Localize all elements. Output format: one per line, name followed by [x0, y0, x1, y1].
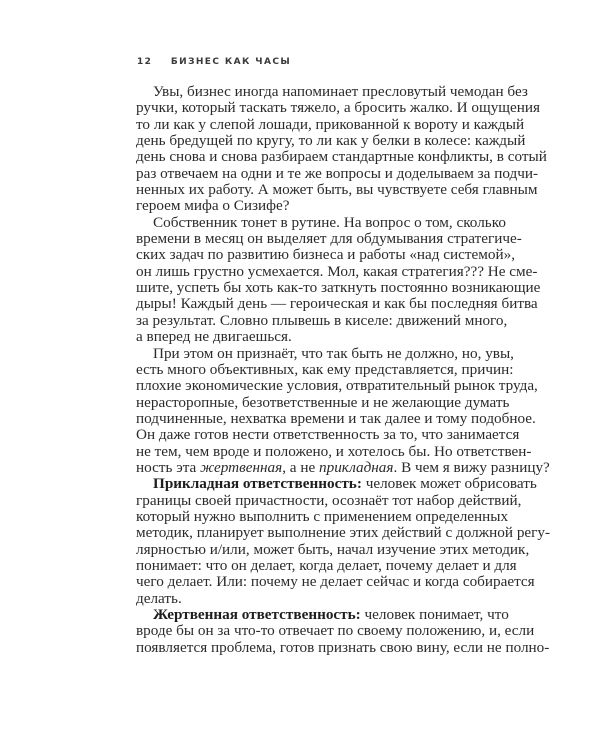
text-line: то ли как у слепой лошади, прикованной к вороту и каждый [136, 115, 525, 133]
text-line: раз отвечаем на одни и те же вопросы и доделываем за подчи- [136, 164, 539, 182]
text-line: При этом он признаёт, что так быть не должно, но, увы, [153, 344, 514, 362]
text-line: времени в месяц он выделяет для обдумывания стратегиче- [136, 230, 522, 248]
text-line: день бредущей по кругу, то ли как у белки в колесе: каждый [136, 132, 526, 150]
text-line: нерасторопные, безответственные и не желающие думать [136, 393, 510, 411]
text-segment: . В чем я вижу разницу? [393, 458, 550, 476]
text-line: методик, планирует выполнение этих действий с должной регу- [136, 524, 551, 542]
paragraph [136, 475, 551, 607]
text-line: шите, успеть бы хоть как-то заткнуть постоянно возникающие [136, 279, 541, 297]
running-header [137, 57, 291, 67]
text-line: ненных их работу. А может быть, вы чувствуете себя главным [136, 181, 538, 199]
text-line: чего делает. Или: почему не делает сейчас и когда собирается [136, 573, 535, 591]
paragraph [136, 83, 547, 215]
text-line: есть много объективных, как ему представляется, причин: [136, 360, 514, 378]
text-line: плохие экономические условия, отвратительный рынок труда, [136, 377, 538, 395]
paragraph [136, 606, 550, 656]
text-line [136, 458, 550, 476]
text-line: он лишь грустно усмехается. Мол, какая стратегия??? Не сме- [136, 262, 538, 280]
italic-term: прикладная [319, 458, 394, 476]
text-line: день снова и снова разбираем стандартные конфликты, в сотый [136, 148, 547, 166]
text-line [136, 606, 509, 623]
text-line: появляется проблема, готов признать свою вину, если не полно- [136, 638, 550, 656]
text-line: Он даже готов нести ответственность за то, что занимается [136, 426, 520, 444]
text-line [136, 475, 537, 493]
text-line: за результат. Словно плывешь в киселе: движений много, [136, 311, 508, 329]
text-line: Увы, бизнес иногда напоминает пресловутый чемодан без [153, 83, 528, 100]
running-title: БИЗНЕС КАК ЧАСЫ [170, 57, 292, 67]
text-line: границы своей причастности, осознаёт тот набор действий, [136, 491, 522, 509]
text-line: Собственник тонет в рутине. На вопрос о том, сколько [153, 213, 506, 231]
text-line: не тем, чем вроде и положено, и хотелось бы. Но ответствен- [136, 442, 532, 460]
text-segment: , а не [282, 458, 319, 476]
text-line: вроде бы он за что-то отвечает по своему положению, и, если [136, 622, 535, 640]
text-line: а вперед не двигаешься. [136, 328, 292, 346]
text-line: лярностью и/или, может быть, начал изучение этих методик, [136, 540, 530, 558]
bold-term: Жертвенная ответственность: [153, 606, 361, 623]
text-line: ручки, который таскать тяжело, а бросить жалко. И ощущения [136, 99, 540, 117]
text-line: ских задач по развитию бизнеса и работы «над системой», [136, 246, 516, 264]
text-line: понимает: что он делает, когда делает, почему делает и для [136, 556, 517, 574]
paragraph [136, 344, 550, 477]
text-line: героем мифа о Сизифе? [136, 197, 290, 215]
paragraph [136, 213, 541, 346]
text-line: который нужно выполнить с применением определенных [136, 507, 509, 525]
body-text [136, 83, 551, 656]
bold-term: Прикладная ответственность: [153, 475, 362, 493]
text-line: подчиненные, нехватка времени и так далее и тому подобное. [136, 409, 536, 427]
text-line: делать. [136, 589, 182, 607]
text-segment: ность эта [136, 458, 201, 476]
text-segment: человек может обрисовать [361, 475, 537, 493]
text-line: дыры! Каждый день — героическая и как бы последняя битва [136, 295, 538, 313]
italic-term: жертвенная [200, 458, 283, 476]
text-segment: человек понимает, что [360, 606, 509, 623]
page-number: 12 [137, 57, 153, 67]
